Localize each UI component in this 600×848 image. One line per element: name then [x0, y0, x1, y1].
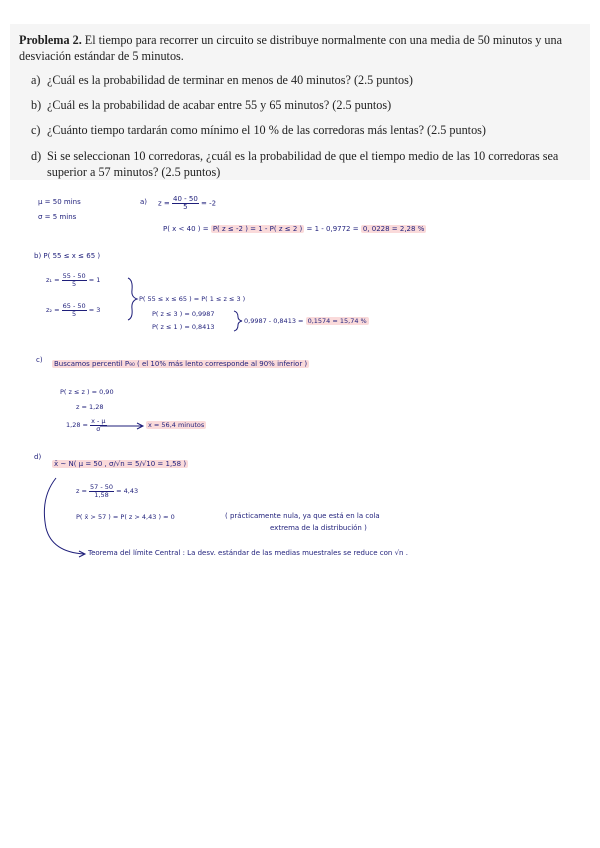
part-a-z-lhs: z =: [158, 199, 170, 208]
part-b-z1-lhs: z₁ =: [46, 276, 60, 284]
part-c-label: c): [36, 356, 43, 364]
part-d-curved-arrow: [44, 478, 84, 554]
question-b-text: ¿Cuál es la probabilidad de acabar entre 55 y 65 minutos? (2.5 puntos): [47, 98, 392, 112]
part-b-z2-num: 65 - 50: [62, 302, 86, 310]
part-b-z1-num: 55 - 50: [62, 272, 86, 280]
problem-intro: El tiempo para recorrer un circuito se distribuye normalmente con una media de 50 minutos y una desviación estándar de 5 minutos.: [19, 33, 562, 63]
given-std: σ = 5 mins: [38, 213, 77, 221]
question-b-label: b): [31, 98, 42, 112]
part-b-diff: 0,9987 - 0,8413 =: [244, 317, 304, 325]
part-a-prob-start: P( x < 40 ) =: [163, 225, 209, 233]
part-a-z-rhs: = -2: [201, 199, 217, 208]
part-d-comment-line-2: extrema de la distribución ): [270, 524, 367, 532]
problem-title: Problema 2.: [19, 33, 82, 47]
part-b-z2-rhs: = 3: [88, 306, 101, 314]
part-d-z-num: 57 - 50: [90, 483, 114, 491]
question-d-text: Si se seleccionan 10 corredoras, ¿cuál es la probabilidad de que el tiempo medio de las 10 corredoras sea superior a 57 minutos? (2.5 puntos): [47, 149, 559, 179]
part-a-prob-mid: = 1 - 0,9772 =: [306, 225, 359, 233]
question-c-label: c): [31, 123, 41, 137]
part-a-prob-highlight: P( z ≤ -2 ) = 1 - P( z ≤ 2 ): [212, 225, 303, 233]
part-b-p1: P( z ≤ 1 ) = 0,8413: [152, 323, 215, 331]
part-b-z2-den: 5: [72, 309, 77, 318]
part-b-z2-lhs: z₂ =: [46, 306, 60, 314]
part-d-distribution-text: x̄ ~ N( μ = 50 , σ/√n = 5/√10 = 1,58 ): [54, 460, 187, 468]
question-a-text: ¿Cuál es la probabilidad de terminar en menos de 40 minutos? (2.5 puntos): [47, 73, 413, 87]
part-d-z-lhs: z =: [76, 487, 87, 495]
part-b-range: P( 55 ≤ x ≤ 65 ) = P( 1 ≤ z ≤ 3 ): [139, 295, 246, 303]
part-d-z-rhs: = 4,43: [116, 487, 139, 495]
part-b-p3: P( z ≤ 3 ) = 0,9987: [152, 310, 215, 318]
question-d-label: d): [31, 149, 42, 163]
part-c-z-value: z = 1,28: [76, 403, 104, 411]
part-b-result: 0,1574 = 15,74 %: [307, 317, 367, 325]
part-c-result-text: x = 56,4 minutos: [148, 421, 205, 429]
part-a-result: 0, 0228 = 2,28 %: [362, 225, 425, 233]
part-d-probability: P( x̄ > 57 ) = P( z > 4,43 ) ≈ 0: [76, 513, 175, 521]
part-c-eq-den: σ: [96, 424, 101, 433]
part-b-z1-rhs: = 1: [88, 276, 101, 284]
part-d-label: d): [34, 453, 42, 461]
part-c-eq-lhs: 1,28 =: [66, 421, 88, 429]
part-b-brace: [128, 278, 137, 320]
question-a-label: a): [31, 73, 41, 87]
part-a-label: a): [140, 198, 148, 206]
part-b-z1-den: 5: [72, 279, 77, 288]
part-c-heading-text: Buscamos percentil P₉₀ ( el 10% más lento corresponde al 90% inferior ): [54, 360, 308, 368]
part-c-eq-num: x - μ: [91, 417, 106, 425]
part-d-comment-line-1: ( prácticamente nula, ya que está en la cola: [225, 512, 380, 520]
given-mean: μ = 50 mins: [38, 198, 81, 206]
part-d-central-limit-note: Teorema del límite Central : La desv. estándar de las medias muestrales se reduce con √n .: [88, 549, 408, 557]
part-a-z-den: 5: [183, 203, 188, 211]
part-c-probability: P( z ≤ z ) = 0,90: [60, 388, 114, 396]
question-c-text: ¿Cuánto tiempo tardarán como mínimo el 10 % de las corredoras más lentas? (2.5 puntos): [47, 123, 486, 137]
part-a-z-num: 40 - 50: [173, 195, 198, 203]
part-b-small-brace: [234, 311, 242, 331]
part-b-label: b) P( 55 ≤ x ≤ 65 ): [34, 252, 101, 260]
part-d-z-den: 1,58: [94, 490, 109, 499]
